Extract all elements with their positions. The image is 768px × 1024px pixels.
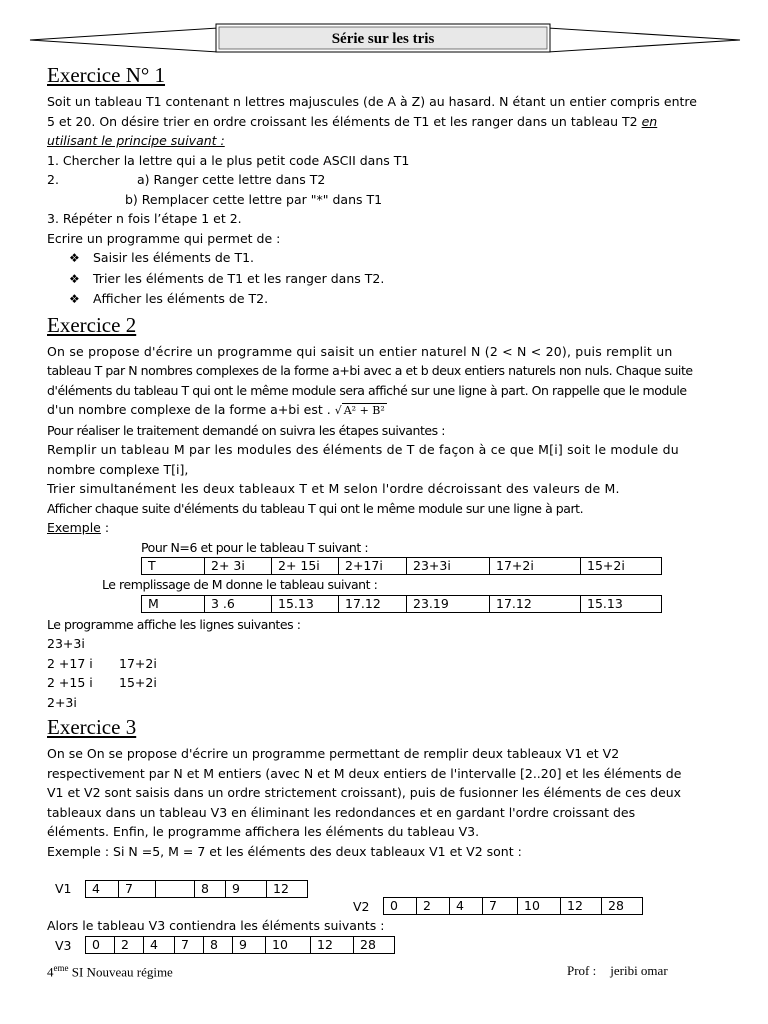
- table-row: M 3 .6 15.13 17.12 23.19 17.12 15.13: [142, 595, 662, 612]
- footer-right: Prof : jeribi omar: [567, 963, 668, 978]
- diamond-bullet-icon: ❖: [69, 271, 80, 286]
- ex1-line: Soit un tableau T1 contenant n lettres majuscules (de A à Z) au hasard. N étant un entier compris entre: [47, 94, 697, 109]
- output-line: 23+3i: [47, 636, 85, 651]
- table-row: 0 2 4 7 8 9 10 12 28: [86, 937, 395, 954]
- output-line: 2+3i: [47, 694, 77, 710]
- output-line: 2 +17 i 17+2i: [47, 655, 157, 671]
- list-item: ❖ Afficher les éléments de T2.: [47, 289, 727, 310]
- ex3-line: respectivement par N et M entiers (avec N et M deux entiers de l'intervalle [2..20] et les éléments de: [47, 765, 682, 781]
- page-title: Série sur les tris: [331, 31, 435, 47]
- ex3-line: V1 et V2 sont saisis dans un ordre strictement croissant), puis de fusionner les éléments de ces deux: [47, 785, 682, 800]
- ex3-v3-text: Alors le tableau V3 contiendra les éléments suivants :: [47, 918, 385, 933]
- ex1-step-2a: 2. a) Ranger cette lettre dans T2: [47, 172, 326, 187]
- ex2-line: nombre complexe T[i],: [47, 461, 189, 477]
- ex3-line: On se On se propose d'écrire un programme permettant de remplir deux tableaux V1 et V2: [47, 746, 620, 761]
- table-v1: [85, 880, 308, 898]
- ex2-line: d'un nombre complexe de la forme a+bi est . √ A² + B²: [47, 402, 385, 417]
- ex1-line: utilisant le principe suivant :: [47, 133, 225, 148]
- ex2-example-label: Exemple :: [47, 520, 110, 535]
- diamond-bullet-icon: ❖: [69, 251, 80, 265]
- ex2-line: Pour réaliser le traitement demandé on suivra les étapes suivantes :: [47, 422, 446, 438]
- exercise-1-heading: Exercice N° 1: [47, 63, 166, 87]
- table-row: 0 2 4 7 10 12 28: [384, 898, 643, 915]
- ex2-for-n: Pour N=6 et pour le tableau T suivant :: [141, 539, 369, 555]
- table-row: T 2+ 3i 2+ 15i 2+17i 23+3i 17+2i 15+2i: [142, 558, 662, 575]
- ex3-line: éléments. Enfin, le programme affichera les éléments du tableau V3.: [47, 824, 480, 839]
- table-m: [141, 595, 662, 613]
- output-line: 2 +15 i 15+2i: [47, 675, 157, 690]
- diamond-bullet-icon: ❖: [69, 292, 80, 306]
- ex2-line: On se propose d'écrire un programme qui saisit un entier naturel N (2 < N < 20), puis remplit un: [47, 343, 673, 359]
- table-v3: [85, 936, 395, 954]
- ex2-line: Remplir un tableau M par les modules des éléments de T de façon à ce que M[i] soit le module du: [47, 442, 679, 457]
- list-item: ❖ Saisir les éléments de T1.: [47, 248, 727, 269]
- ex2-line: Afficher chaque suite d'éléments du tableau T qui ont le même module sur une ligne à part.: [47, 500, 584, 516]
- ex3-line: tableaux dans un tableau V3 en éliminant les redondances et en gardant l'ordre croissant des: [47, 804, 636, 820]
- table-row: 4 7 8 9 12: [86, 880, 308, 897]
- ex2-line: tableau T par N nombres complexes de la forme a+bi avec a et b deux entiers naturels non nuls. Chaque suite: [47, 363, 693, 378]
- list-item: ❖ Trier les éléments de T1 et les ranger dans T2.: [47, 269, 727, 290]
- footer-left: 4eme SI Nouveau régime: [47, 963, 173, 980]
- ex2-fill-m: Le remplissage de M donne le tableau suivant :: [102, 577, 378, 592]
- document-body: [47, 60, 727, 955]
- exercise-3-heading: Exercice 3: [47, 715, 137, 739]
- exercise-2-heading: Exercice 2: [47, 312, 137, 337]
- ex2-prog-shows: Le programme affiche les lignes suivantes :: [47, 616, 301, 632]
- v3-row: V3 0 2 4 7 8 9 10 12 28: [55, 936, 727, 956]
- ex1-step-1: 1. Chercher la lettre qui a le plus petit code ASCII dans T1: [47, 152, 410, 168]
- ex1-step-3: 3. Répéter n fois l’étape 1 et 2.: [47, 211, 242, 226]
- table-v2: [383, 897, 643, 915]
- ex1-line: 5 et 20. On désire trier en ordre croissant les éléments de T1 et les ranger dans un tableau T2 en: [47, 113, 658, 129]
- ex1-ask: Ecrire un programme qui permet de :: [47, 230, 281, 246]
- ex2-line: Trier simultanément les deux tableaux T et M selon l'ordre décroissant des valeurs de M.: [47, 481, 620, 496]
- ex1-step-2b: b) Remplacer cette lettre par "*" dans T1: [125, 191, 383, 207]
- v1-row: V1 4 7 8 9 12: [55, 879, 727, 899]
- sqrt-formula: √ A² + B²: [334, 404, 385, 417]
- v2-row: V2 0 2 4 7 10 12 28: [353, 897, 727, 917]
- ex3-line: Exemple : Si N =5, M = 7 et les éléments des deux tableaux V1 et V2 sont :: [47, 843, 522, 859]
- table-t: [141, 557, 662, 575]
- ex2-line: d'éléments du tableau T qui ont le même module sera affiché sur une ligne à part. On rappelle que le module: [47, 382, 687, 398]
